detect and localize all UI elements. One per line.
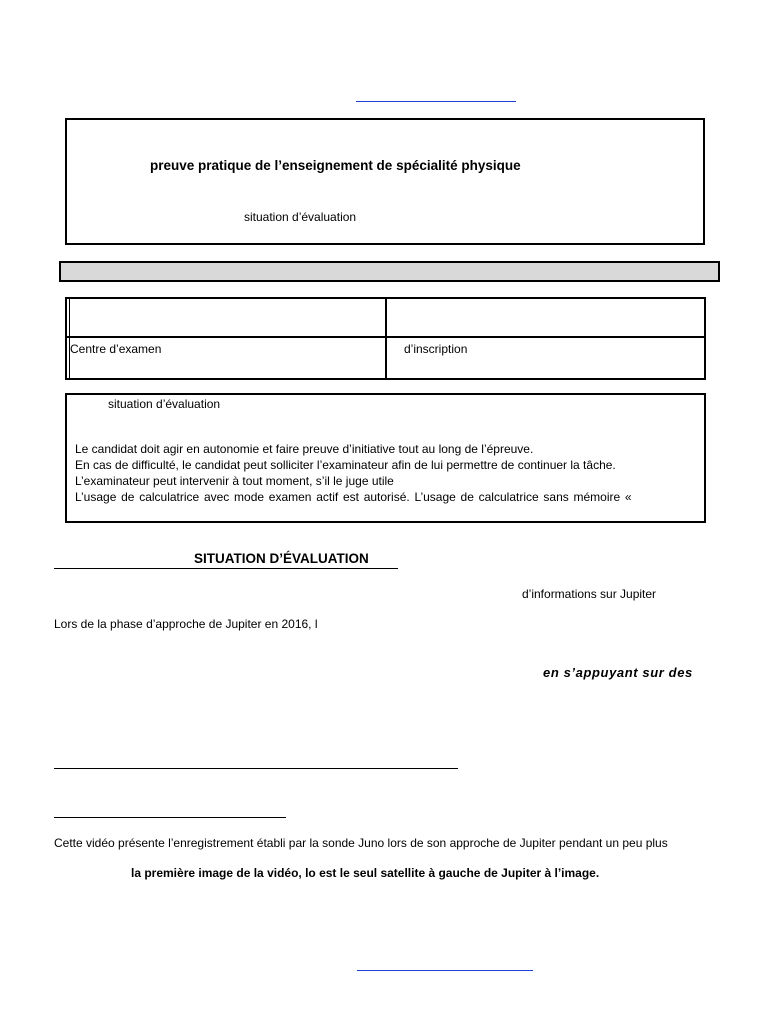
- section-title: SITUATION D’ÉVALUATION: [194, 551, 369, 566]
- instruction-line: L’usage de calculatrice avec mode examen actif est autorisé. L’usage de calculatrice sans mémoire «: [75, 490, 632, 504]
- instruction-line: L’examinateur peut intervenir à tout moment, s’il le juge utile: [75, 474, 394, 488]
- table-inner-border: [69, 299, 70, 378]
- separator-line: [54, 768, 458, 769]
- exam-center-label: Centre d’examen: [70, 342, 162, 356]
- emphasis-text: en s’appuyant sur des: [543, 665, 693, 680]
- table-column-divider: [385, 299, 387, 378]
- bold-note: la première image de la vidéo, lo est le seul satellite à gauche de Jupiter à l’image.: [131, 866, 600, 880]
- intro-paragraph: Lors de la phase d’approche de Jupiter en 2016, l: [54, 617, 318, 631]
- section-title-underline: [54, 568, 398, 569]
- title-box: [65, 118, 705, 245]
- jupiter-info-note: d’informations sur Jupiter: [522, 587, 657, 601]
- separator-line: [54, 817, 286, 818]
- top-link-underline[interactable]: [356, 101, 516, 102]
- page-title: preuve pratique de l’enseignement de spécialité physique: [150, 158, 521, 173]
- video-description: Cette vidéo présente l’enregistrement établi par la sonde Juno lors de son approche de Jupiter pendant un peu plus: [54, 836, 668, 850]
- instructions-box: [65, 393, 706, 523]
- table-row-divider: [67, 336, 704, 338]
- registration-label: d’inscription: [404, 342, 468, 356]
- page-subtitle: situation d’évaluation: [244, 210, 357, 224]
- instruction-line: Le candidat doit agir en autonomie et faire preuve d’initiative tout au long de l’épreuve.: [75, 442, 534, 456]
- candidate-info-table: [65, 297, 706, 380]
- grey-separator-bar: [59, 261, 720, 282]
- instruction-line: En cas de difficulté, le candidat peut solliciter l’examinateur afin de lui permettre de continuer la tâche.: [75, 458, 616, 472]
- instructions-heading: situation d’évaluation: [108, 397, 221, 411]
- bottom-link-underline[interactable]: [357, 970, 533, 971]
